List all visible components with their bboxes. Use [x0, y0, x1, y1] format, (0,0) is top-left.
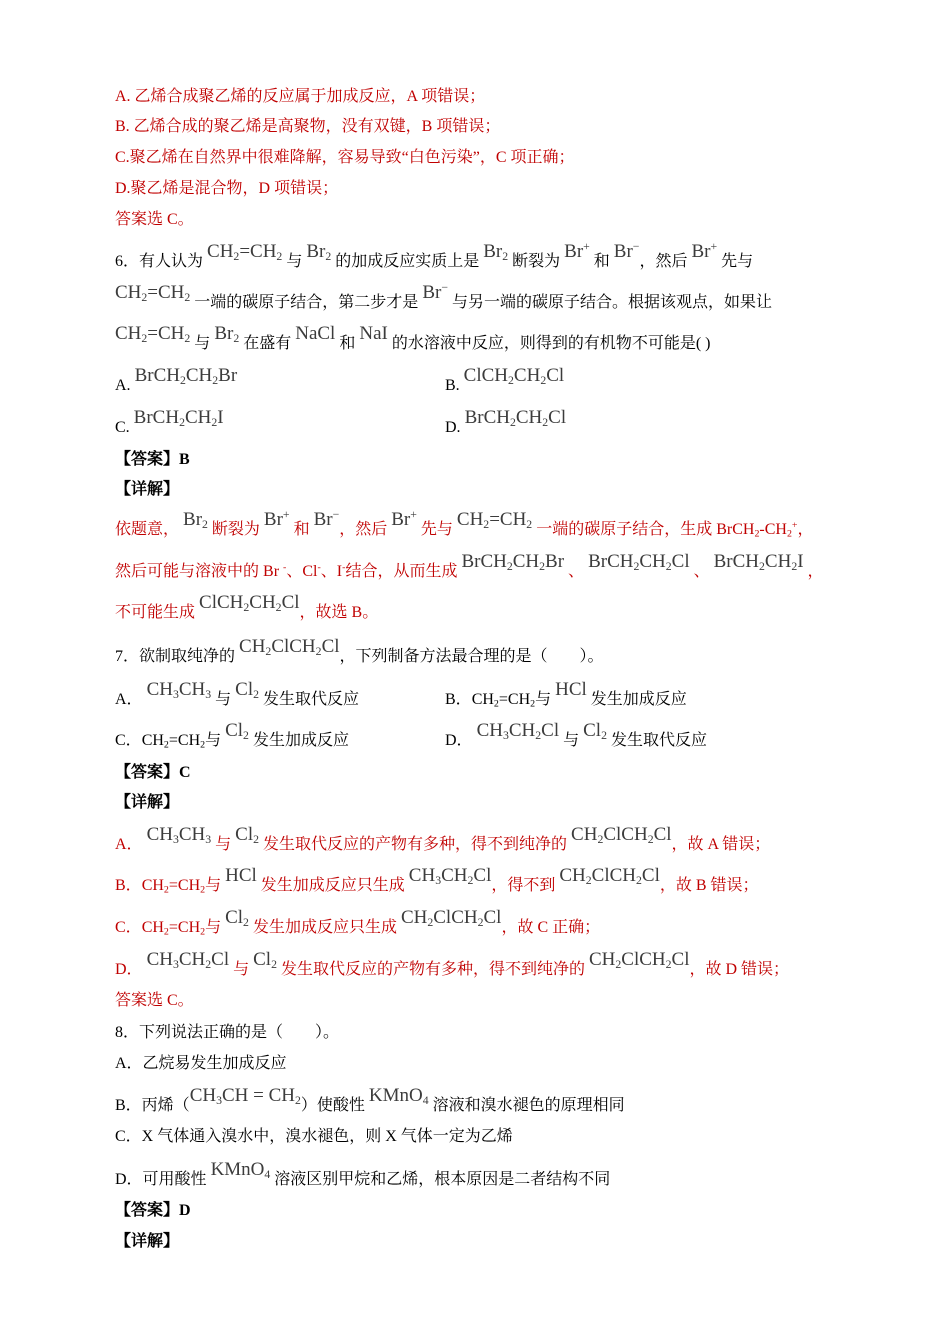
text-segment: ，然后	[639, 253, 688, 270]
text-segment: 先与	[420, 521, 453, 538]
formula: $CH_2ClCH_2Cl$	[571, 824, 672, 846]
text-segment: 与	[233, 961, 250, 978]
text-segment: ，故 A 错误；	[671, 836, 771, 853]
q6-option-b	[445, 365, 565, 398]
text-segment: 与	[205, 877, 222, 894]
q7-stem	[115, 636, 604, 669]
q6-explanation-line-3	[115, 592, 379, 625]
text-segment: 发生取代反应的产物有多种，得不到纯净的	[263, 836, 568, 853]
q7-option-a	[115, 679, 360, 712]
formula: $BrCH_2CH_2Cl$	[464, 407, 567, 429]
text-segment: 发生取代反应的产物有多种，得不到纯净的	[280, 961, 585, 978]
formula: $Br_2$	[306, 241, 332, 263]
formula: $Cl_2$	[253, 949, 277, 971]
option-letter: B．	[445, 691, 472, 708]
text-segment: ，下列制备方法最合理的是（ ）。	[339, 648, 604, 665]
formula: $CH_3CH_2Cl$	[476, 720, 560, 742]
q5-explanation-a: A. 乙烯合成聚乙烯的反应属于加成反应，A 项错误；	[115, 88, 486, 105]
q8-option-b	[115, 1085, 625, 1118]
text-segment: 与另一端的碳原子结合。根据该观点，如果让	[451, 294, 772, 311]
q7-option-d	[445, 720, 707, 753]
option-letter: A．	[115, 836, 143, 853]
formula: $CH_2ClCH_2Cl$	[239, 636, 340, 658]
text-segment: 发生加成反应	[252, 732, 349, 749]
text-segment: 、	[320, 563, 337, 580]
q6-explanation-heading: 【详解】	[115, 481, 180, 498]
q7-explanation-c	[115, 907, 601, 940]
q6-answer: 【答案】B	[115, 451, 190, 468]
formula: $Br_2$	[214, 323, 240, 345]
text-segment: 、	[568, 563, 585, 580]
formula: Br−	[422, 280, 448, 303]
text-segment: 与	[205, 732, 222, 749]
formula: $Br_2$	[183, 509, 208, 531]
q8-stem: 8．下列说法正确的是（ ）。	[115, 1024, 340, 1041]
text-segment: ，得不到	[491, 877, 556, 894]
q8-explanation-heading: 【详解】	[115, 1233, 180, 1250]
formula: $CH_2ClCH_2Cl$	[559, 865, 660, 887]
option-letter: A．	[115, 691, 143, 708]
formula: Br−	[313, 507, 340, 530]
q7-answer: 【答案】C	[115, 764, 191, 781]
option-letter: C．	[115, 732, 142, 749]
formula: $Cl_2$	[583, 720, 607, 742]
text-segment: 与	[205, 919, 222, 936]
q6-option-d	[445, 407, 567, 440]
formula: $CH_2=CH_2$	[115, 323, 191, 345]
text-segment: 与	[535, 691, 552, 708]
text-segment: 7．欲制取纯净的	[115, 648, 236, 665]
formula: NaCl	[295, 323, 336, 344]
option-letter: D．	[115, 961, 143, 978]
q7-explanation-a	[115, 824, 771, 857]
text-segment: ）使酸性	[300, 1097, 365, 1114]
option-letter: C.	[115, 419, 130, 436]
formula: $CH_3CH_2Cl$	[408, 865, 492, 887]
q6-stem-line-1	[115, 239, 754, 274]
text-segment: ，	[807, 563, 824, 580]
text-segment: 的加成反应实质上是	[335, 253, 480, 270]
text-segment: ，	[797, 521, 814, 538]
q8-option-d	[115, 1159, 611, 1192]
text-segment: 和	[339, 335, 356, 352]
formula: $CH_2=CH_2$	[456, 509, 533, 531]
text-segment: 一端的碳原子结合，生成	[536, 521, 717, 538]
text-segment: 发生加成反应只生成	[260, 877, 405, 894]
text-segment: 与	[194, 335, 211, 352]
formula: Br+	[391, 507, 417, 530]
option-letter: D.	[445, 419, 461, 436]
q5-explanation-c: C.聚乙烯在自然界中很难降解，容易导致“白色污染”，C 项正确；	[115, 149, 575, 166]
text-segment: ，故选 B。	[299, 604, 379, 621]
formula: $BrCH_2CH_2I$	[713, 551, 804, 573]
text-segment: 发生取代反应	[263, 691, 360, 708]
option-letter: C．	[115, 919, 142, 936]
formula: $Br_2$	[483, 241, 509, 263]
formula: HCl	[225, 865, 257, 886]
text-segment: ，故 B 错误；	[659, 877, 759, 894]
text-segment: ，故 C 正确；	[501, 919, 601, 936]
text-segment: 断裂为	[211, 521, 260, 538]
text-segment: ，故 D 错误；	[689, 961, 790, 978]
text-segment: 在盛有	[243, 335, 292, 352]
text-segment: 与	[215, 836, 232, 853]
option-letter: D．	[445, 732, 473, 749]
formula: KMnO$_4$	[368, 1085, 429, 1107]
text-segment: 一端的碳原子结合，第二步才是	[194, 294, 419, 311]
q7-option-b	[445, 679, 687, 712]
text-segment: 发生取代反应	[610, 732, 707, 749]
formula: $CH_3CH = CH_2$	[189, 1085, 301, 1107]
text-segment: 与	[563, 732, 580, 749]
formula: $BrCH_2CH_2Br$	[134, 365, 238, 387]
formula: $CH_2ClCH_2Cl$	[400, 907, 502, 929]
text-segment: B．丙烯（	[115, 1097, 190, 1114]
inline-formula: $BrCH_2-CH_2^+$	[716, 520, 798, 540]
formula: $CH_3CH_2Cl$	[146, 949, 230, 971]
option-letter: A.	[115, 377, 131, 394]
text-segment: 依题意，	[115, 521, 180, 538]
q8-option-c: C．X 气体通入溴水中，溴水褪色，则 X 气体一定为乙烯	[115, 1128, 513, 1145]
text-segment: 结合，从而生成	[345, 563, 458, 580]
formula: $Cl_2$	[235, 824, 260, 846]
formula: Br−	[613, 239, 640, 262]
formula: $CH_2=CH_2$	[115, 282, 191, 304]
text-segment: 的水溶液中反应，则得到的有机物不可能是( )	[391, 335, 711, 352]
formula: $CH_3CH_3$	[146, 679, 212, 701]
formula: $CH_2ClCH_2Cl$	[588, 949, 690, 971]
text-segment: 与	[215, 691, 232, 708]
formula: $Cl_2$	[225, 720, 249, 742]
option-letter: B.	[445, 377, 460, 394]
formula: $BrCH_2CH_2Br$	[461, 551, 565, 573]
inline-formula: $CH_2=CH_2$	[141, 919, 206, 938]
q7-explanation-b	[115, 865, 759, 898]
formula: HCl	[555, 679, 587, 700]
text-segment: D．可用酸性	[115, 1171, 207, 1188]
q6-option-a	[115, 365, 238, 398]
inline-formula: Cl-	[302, 562, 321, 580]
formula: NaI	[359, 323, 388, 344]
q7-explanation-heading: 【详解】	[115, 794, 180, 811]
q7-conclusion: 答案选 C。	[115, 992, 194, 1009]
text-segment: 和	[293, 521, 310, 538]
inline-formula: I-	[336, 562, 346, 580]
text-segment: ，然后	[339, 521, 388, 538]
formula: KMnO$_4$	[210, 1159, 271, 1181]
q6-option-c	[115, 407, 224, 440]
q7-option-c	[115, 720, 349, 753]
q6-stem-line-2	[115, 280, 772, 315]
text-segment: 先与	[721, 253, 754, 270]
q7-explanation-d	[115, 949, 790, 982]
q6-explanation-line-2	[115, 551, 824, 584]
text-segment: 不可能生成	[115, 604, 196, 621]
text-segment: 然后可能与溶液中的	[115, 563, 264, 580]
text-segment: 溶液区别甲烷和乙烯，根本原因是二者结构不同	[274, 1171, 611, 1188]
text-segment: 发生加成反应只生成	[252, 919, 397, 936]
text-segment: 断裂为	[512, 253, 561, 270]
formula: $ClCH_2CH_2Cl$	[199, 592, 300, 614]
q6-explanation-line-1	[115, 507, 814, 542]
text-segment: 溶液和溴水褪色的原理相同	[432, 1097, 625, 1114]
formula: Br+	[564, 239, 590, 262]
q5-explanation-d: D.聚乙烯是混合物，D 项错误；	[115, 180, 339, 197]
formula: $CH_2=CH_2$	[207, 241, 283, 263]
text-segment: 和	[593, 253, 610, 270]
text-segment: 6．有人认为	[115, 253, 204, 270]
text-segment: 与	[286, 253, 303, 270]
formula: $BrCH_2CH_2Cl$	[588, 551, 690, 573]
q8-answer: 【答案】D	[115, 1202, 191, 1219]
q6-stem-line-3	[115, 323, 711, 356]
inline-formula: $CH_2=CH_2$	[141, 877, 206, 896]
inline-formula: $CH_2=CH_2$	[141, 732, 206, 751]
inline-formula: Br -	[263, 562, 287, 580]
text-segment: 发生加成反应	[590, 691, 687, 708]
option-letter: B．	[115, 877, 142, 894]
q8-option-a: A．乙烷易发生加成反应	[115, 1055, 287, 1072]
formula: $BrCH_2CH_2I$	[133, 407, 224, 429]
formula: $ClCH_2CH_2Cl$	[463, 365, 565, 387]
formula: $Cl_2$	[235, 679, 260, 701]
formula: Br+	[263, 507, 290, 530]
formula: $CH_3CH_3$	[146, 824, 212, 846]
q5-explanation-b: B. 乙烯合成的聚乙烯是高聚物，没有双键，B 项错误；	[115, 118, 501, 135]
formula: Br+	[691, 239, 718, 262]
text-segment: 、	[693, 563, 710, 580]
inline-formula: $CH_2=CH_2$	[471, 691, 536, 710]
formula: $Cl_2$	[225, 907, 249, 929]
q5-conclusion: 答案选 C。	[115, 211, 194, 228]
text-segment: 、	[286, 563, 303, 580]
